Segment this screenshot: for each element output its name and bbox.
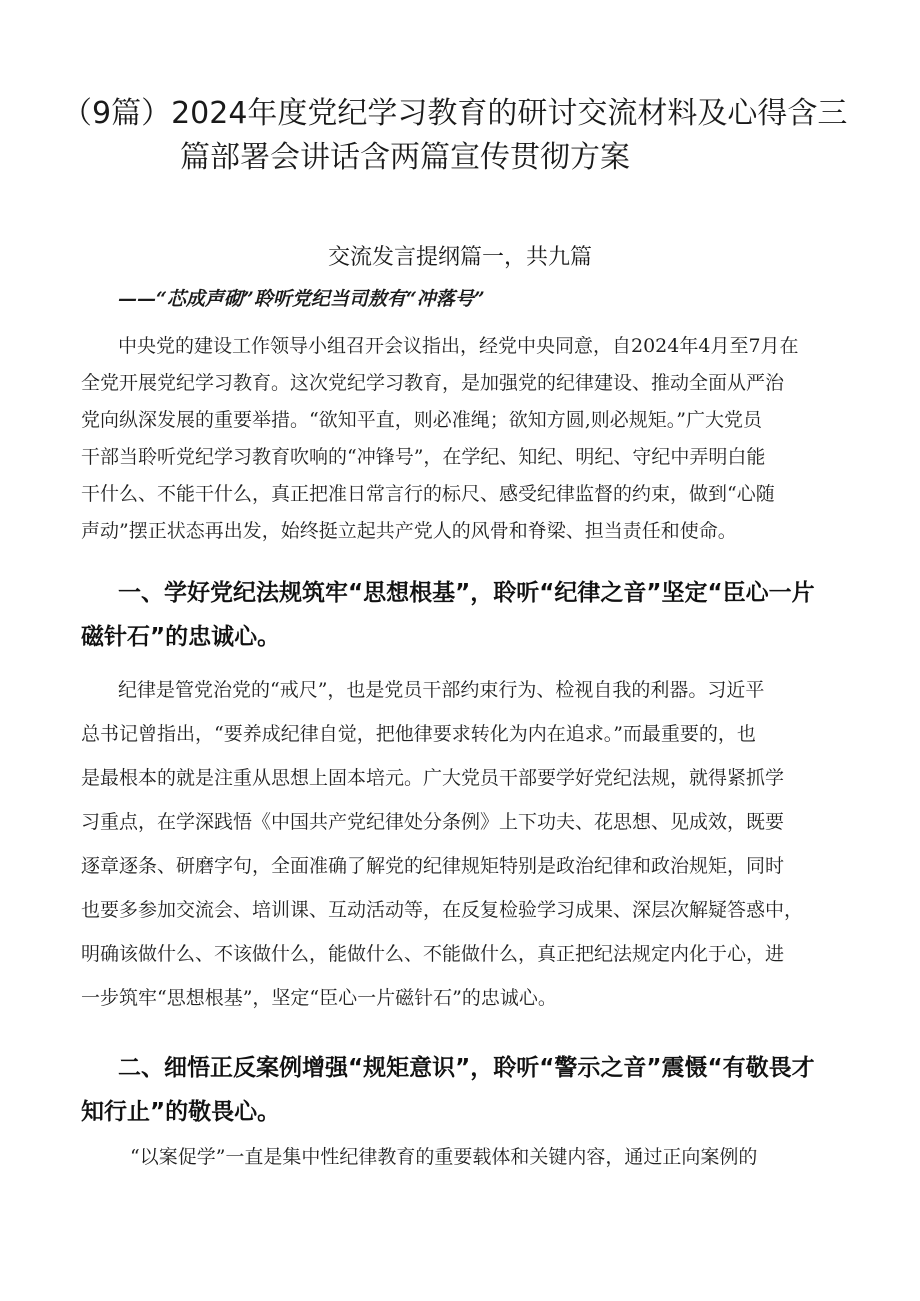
section-2-line: “以案促学”一直是集中性纪律教育的重要载体和关键内容，通过正向案例的 <box>130 1146 758 1168</box>
section-2-heading: 知行止”的敬畏心。 <box>81 1099 281 1125</box>
section-1-line: 一步筑牢“思想根基”，坚定“臣心一片磁针石”的忠诚心。 <box>81 987 557 1009</box>
section-2-heading: 二、细悟正反案例增强“规矩意识”，聆听“警示之音”震慑“有敬畏才 <box>118 1055 815 1081</box>
section-1-heading: 一、学好党纪法规筑牢“思想根基”，聆听“纪律之音”坚定“臣心一片 <box>118 580 815 606</box>
intro-line: 中央党的建设工作领导小组召开会议指出，经党中央同意，自2024年4月至7月在 <box>118 335 799 357</box>
document-title-line-2: 篇部署会讲话含两篇宣传贯彻方案 <box>180 140 630 175</box>
section-1-line: 纪律是管党治党的“戒尺”，也是党员干部约束行为、检视自我的利器。习近平 <box>118 679 765 701</box>
section-1-line: 逐章逐条、研磨字句，全面准确了解党的纪律规矩特别是政治纪律和政治规矩，同时 <box>81 855 785 877</box>
intro-line: 全党开展党纪学习教育。这次党纪学习教育，是加强党的纪律建设、推动全面从严治 <box>81 372 785 394</box>
intro-line: 干部当聆听党纪学习教育吹响的“冲锋号”，在学纪、知纪、明纪、守纪中弄明白能 <box>81 446 766 468</box>
document-title-line-1: （9篇）2024年度党纪学习教育的研讨交流材料及心得含三 <box>62 96 848 131</box>
intro-line: 声动”摆正状态再出发，始终挺立起共产党人的风骨和脊梁、担当责任和使命。 <box>81 520 737 542</box>
section-1-heading: 磁针石”的忠诚心。 <box>81 624 281 650</box>
section-1-line: 习重点，在学深践悟《中国共产党纪律处分条例》上下功夫、花思想、见成效，既要 <box>81 811 785 833</box>
section-1-line: 也要多参加交流会、培训课、互动活动等，在反复检验学习成果、深层次解疑答惑中， <box>81 899 804 921</box>
subheading: 交流发言提纲篇一，共九篇 <box>327 245 592 270</box>
section-1-line: 明确该做什么、不该做什么，能做什么、不能做什么，真正把纪法规定内化于心，进 <box>81 943 785 965</box>
intro-line: 党向纵深发展的重要举措。“欲知平直，则必准绳；欲知方圆,则必规矩。”广大党员 <box>81 409 762 431</box>
intro-line: 干什么、不能干什么，真正把准日常言行的标尺、感受纪律监督的约束，做到“心随 <box>81 483 775 505</box>
section-1-line: 总书记曾指出，“要养成纪律自觉，把他律要求转化为内在追求。”而最重要的，也 <box>81 723 756 745</box>
subtitle: ——“芯成声砌”聆听党纪当司敖有“冲落号” <box>118 288 485 310</box>
section-1-line: 是最根本的就是注重从思想上固本培元。广大党员干部要学好党纪法规，就得紧抓学 <box>81 767 785 789</box>
